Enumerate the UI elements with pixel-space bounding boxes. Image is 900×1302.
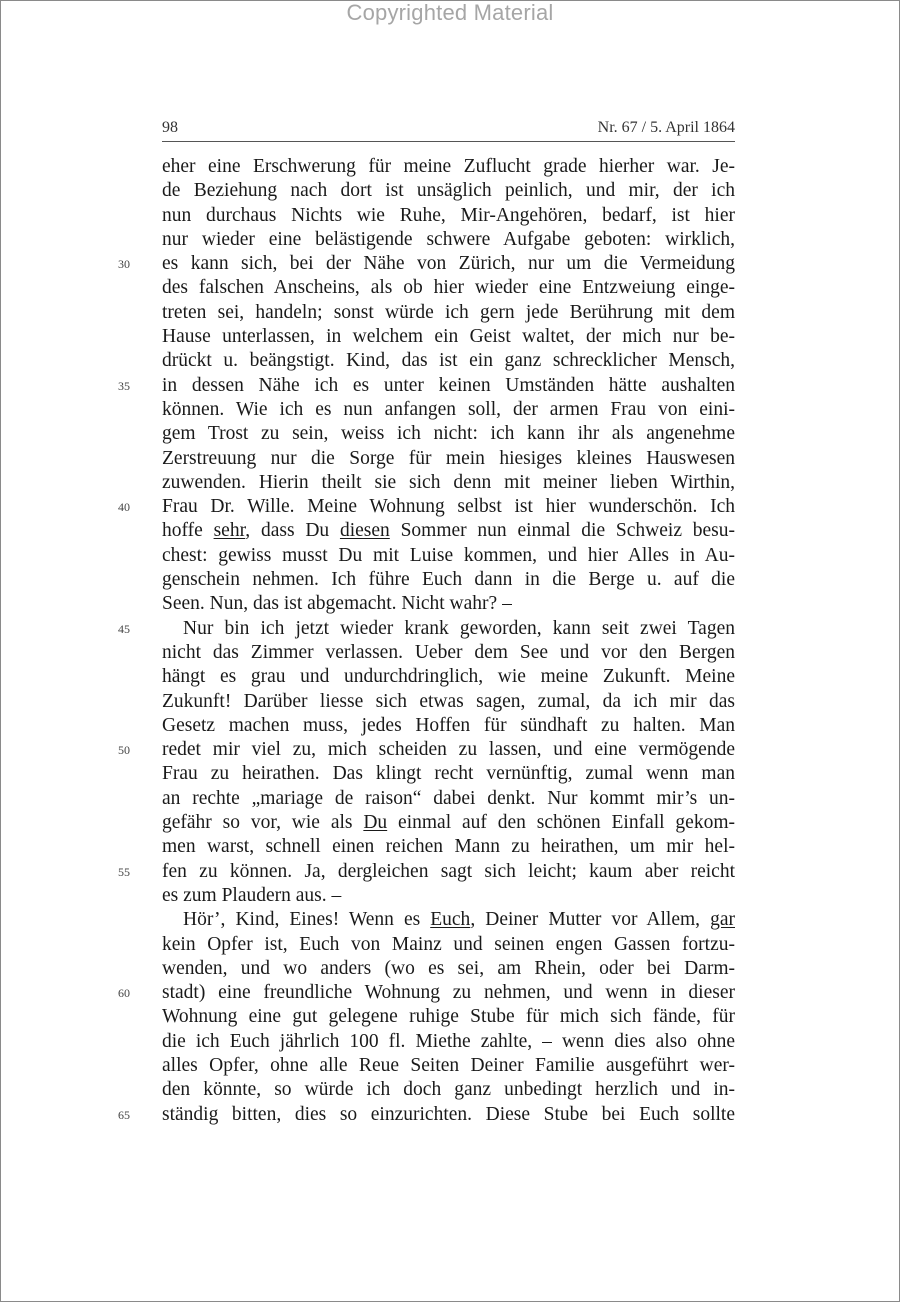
text-segment: Nur bin ich jetzt wieder krank geworden, kann seit zwei Tagen (183, 617, 735, 639)
underlined-word: Euch (430, 909, 471, 931)
text-segment: Hause unterlassen, in welchem ein Geist waltet, der mich nur be- (162, 326, 735, 348)
line-number: 30 (118, 257, 130, 272)
text-line (162, 471, 735, 495)
page-number: 98 (162, 119, 178, 136)
text-segment: alles Opfer, ohne alle Reue Seiten Deiner Familie ausgeführt wer- (162, 1054, 735, 1076)
text-line (162, 544, 735, 568)
text-line (162, 617, 735, 641)
text-line (162, 179, 735, 203)
line-number: 40 (118, 500, 130, 515)
text-line (162, 568, 735, 592)
text-line (162, 641, 735, 665)
text-segment: können. Wie ich es nun anfangen soll, der armen Frau von eini- (162, 398, 735, 420)
underlined-word: diesen (339, 520, 390, 542)
text-segment: men warst, schnell einen reichen Mann zu heirathen, um mir hel- (162, 836, 735, 858)
text-segment: Seen. Nun, das ist abgemacht. Nicht wahr? – (162, 593, 512, 615)
text-line (162, 1103, 735, 1127)
line-number: 50 (118, 743, 130, 758)
text-segment: nicht das Zimmer verlassen. Ueber dem See und vor den Bergen (162, 641, 735, 663)
text-line (162, 495, 735, 519)
text-segment: treten sei, handeln; sonst würde ich gern jede Berührung mit dem (162, 301, 735, 323)
text-segment: fen zu können. Ja, dergleichen sagt sich leicht; kaum aber reicht (162, 860, 735, 882)
text-line (162, 957, 735, 981)
text-segment: Zerstreuung nur die Sorge für mein hiesiges kleines Hauswesen (162, 447, 735, 469)
text-segment: , Deiner Mutter vor Allem, (470, 909, 711, 931)
text-segment: es zum Plaudern aus. – (162, 884, 342, 906)
text-line (162, 884, 735, 908)
underlined-word: gar (710, 909, 735, 931)
running-title: Nr. 67 / 5. April 1864 (597, 119, 735, 136)
text-segment: kein Opfer ist, Euch von Mainz und seinen engen Gassen fortzu- (162, 933, 735, 955)
text-line (162, 690, 735, 714)
text-segment: ständig bitten, dies so einzurichten. Diese Stube bei Euch sollte (162, 1103, 735, 1125)
text-segment: Frau zu heirathen. Das klingt recht vernünftig, zumal wenn man (162, 763, 735, 785)
text-segment: wenden, und wo anders (wo es sei, am Rhein, oder bei Darm- (162, 957, 735, 979)
text-line (162, 592, 735, 616)
text-line (162, 981, 735, 1005)
line-number: 35 (118, 378, 130, 393)
text-line (162, 835, 735, 859)
text-segment: gem Trost zu sein, weiss ich nicht: ich kann ihr als angenehme (162, 423, 735, 445)
text-segment: chest: gewiss musst Du mit Luise kommen, und hier Alles in Au- (162, 544, 735, 566)
underlined-word: sehr (213, 520, 246, 542)
text-line (162, 276, 735, 300)
text-line (162, 933, 735, 957)
text-line (162, 714, 735, 738)
running-header (162, 119, 735, 137)
text-segment: hoffe (162, 520, 214, 542)
text-segment: den könnte, so würde ich doch ganz unbedingt herzlich und in- (162, 1079, 735, 1101)
text-segment: Hör’, Kind, Eines! Wenn es (183, 909, 431, 931)
text-line (162, 519, 735, 543)
text-segment: genschein nehmen. Ich führe Euch dann in die Berge u. auf die (162, 569, 735, 591)
text-line (162, 398, 735, 422)
text-segment: die ich Euch jährlich 100 fl. Miethe zahlte, – wenn dies also ohne (162, 1030, 735, 1052)
text-segment: Wohnung eine gut gelegene ruhige Stube für mich sich fände, für (162, 1006, 735, 1028)
text-segment: Zukunft! Darüber liesse sich etwas sagen, zumal, da ich mir das (162, 690, 735, 712)
text-line (162, 1030, 735, 1054)
text-segment: de Beziehung nach dort ist unsäglich peinlich, und mir, der ich (162, 180, 735, 202)
line-number: 60 (118, 986, 130, 1001)
text-segment: redet mir viel zu, mich scheiden zu lassen, und eine vermögende (162, 739, 735, 761)
line-number: 65 (118, 1107, 130, 1122)
text-line (162, 1005, 735, 1029)
text-segment: , dass Du (245, 520, 340, 542)
text-segment: hängt es grau und undurchdringlich, wie meine Zukunft. Meine (162, 666, 735, 688)
text-segment: des falschen Anscheins, als ob hier wieder eine Entzweiung einge- (162, 277, 735, 299)
text-line (162, 1078, 735, 1102)
text-segment: stadt) eine freundliche Wohnung zu nehmen, und wenn in dieser (162, 982, 735, 1004)
text-segment: nun durchaus Nichts wie Ruhe, Mir-Angehören, bedarf, ist hier (162, 204, 735, 226)
text-line (162, 228, 735, 252)
text-segment: drückt u. beängstigt. Kind, das ist ein ganz schrecklicher Mensch, (162, 350, 735, 372)
text-segment: nur wieder eine belästigende schwere Aufgabe geboten: wirklich, (162, 228, 735, 250)
text-line (162, 422, 735, 446)
text-line (162, 301, 735, 325)
text-segment: es kann sich, bei der Nähe von Zürich, nur um die Vermeidung (162, 253, 735, 275)
text-segment: eher eine Erschwerung für meine Zuflucht grade hierher war. Je- (162, 156, 735, 177)
text-line (162, 204, 735, 228)
text-line (162, 349, 735, 373)
text-line (162, 155, 735, 179)
text-line (162, 860, 735, 884)
text-segment: Frau Dr. Wille. Meine Wohnung selbst ist hier wunderschön. Ich (162, 496, 735, 518)
copyright-watermark: Copyrighted Material (346, 0, 554, 25)
text-segment: an rechte „mariage de raison“ dabei denkt. Nur kommt mir’s un- (162, 787, 735, 809)
text-line (162, 325, 735, 349)
line-number: 55 (118, 864, 130, 879)
text-segment: Sommer nun einmal die Schweiz besu- (389, 520, 735, 542)
text-line (162, 787, 735, 811)
text-line (162, 762, 735, 786)
text-line (162, 447, 735, 471)
text-segment: zuwenden. Hierin theilt sie sich denn mit meiner lieben Wirthin, (162, 471, 735, 493)
text-segment: gefähr so vor, wie als (162, 812, 364, 834)
text-line (162, 374, 735, 398)
letter-body (162, 155, 735, 1127)
text-line (162, 1054, 735, 1078)
line-number: 45 (118, 621, 130, 636)
text-line (162, 811, 735, 835)
underlined-word: Du (363, 812, 388, 834)
text-segment: Gesetz machen muss, jedes Hoffen für sündhaft zu halten. Man (162, 714, 735, 736)
text-segment: in dessen Nähe ich es unter keinen Umständen hätte aushalten (162, 374, 735, 396)
text-line (162, 908, 735, 932)
text-line (162, 252, 735, 276)
text-line (162, 738, 735, 762)
text-line (162, 665, 735, 689)
header-rule (162, 141, 735, 142)
text-segment: einmal auf den schönen Einfall gekom- (387, 812, 735, 834)
